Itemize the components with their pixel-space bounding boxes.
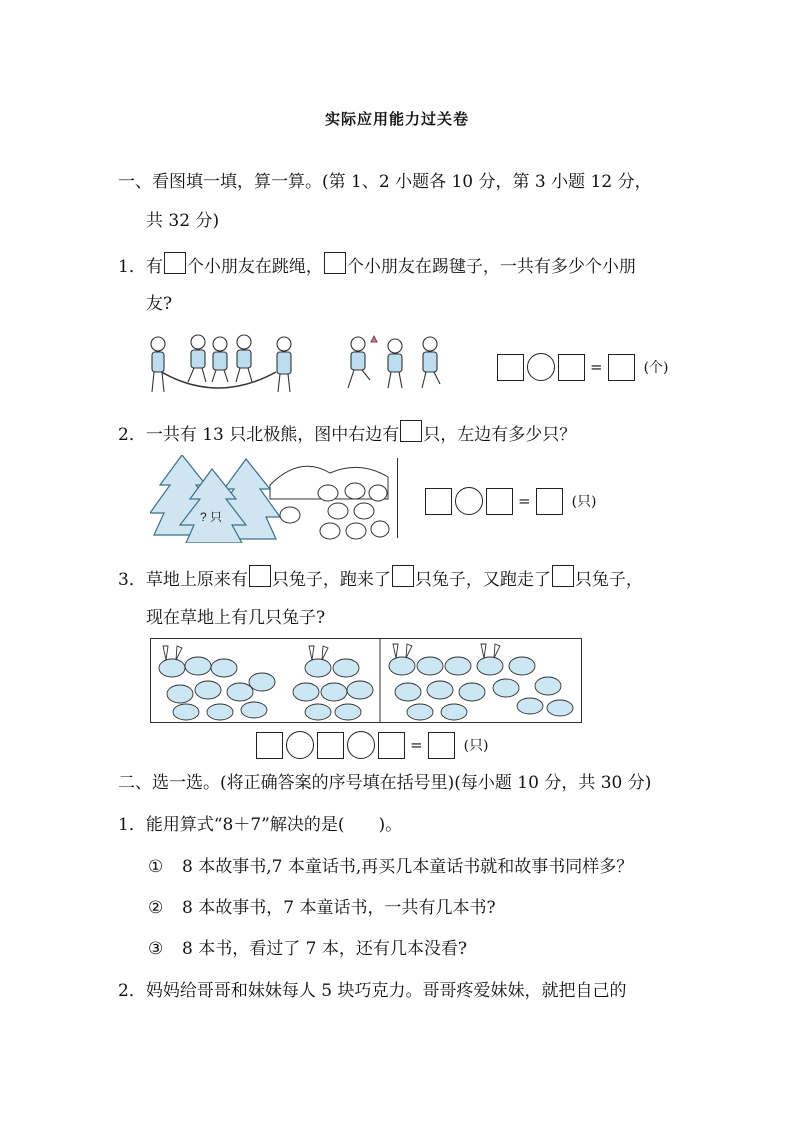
equation-2 — [425, 487, 597, 515]
polar-bears-illustration — [150, 455, 400, 543]
unit-label: (个) — [643, 360, 669, 376]
number-box[interactable] — [378, 732, 405, 759]
question-text: 个小朋友在踢毽子，一共有多少个小朋 — [346, 257, 636, 277]
operator-circle[interactable] — [455, 487, 483, 515]
question-text: 妈妈给哥哥和妹妹每人 5 块巧克力。哥哥疼爱妹妹，就把自己的 — [145, 981, 627, 1001]
question-number: 1． — [118, 815, 146, 835]
question-3-cont: 现在草地上有几只兔子? — [146, 608, 326, 628]
equation-3 — [256, 731, 489, 759]
option-mark: ② — [148, 898, 164, 918]
question-number: 1． — [118, 257, 146, 277]
hidden-count-label: ? 只 — [200, 510, 223, 524]
answer-box[interactable] — [164, 252, 186, 274]
shuttlecock-kids-illustration — [340, 332, 450, 394]
question-text: 有 — [145, 257, 163, 277]
question-text: 个小朋友在跳绳， — [186, 257, 323, 277]
option-3[interactable] — [148, 937, 467, 961]
question-text: 只兔子， — [574, 570, 643, 590]
operator-circle[interactable] — [347, 731, 375, 759]
jump-rope-kids-illustration — [146, 330, 316, 398]
result-box[interactable] — [608, 354, 635, 381]
question-text: 能用算式“8＋7”解决的是( )。 — [145, 815, 403, 835]
question-number: 2． — [118, 981, 146, 1001]
question-text: 只兔子，又跑走了 — [414, 570, 551, 590]
option-mark: ③ — [148, 939, 164, 959]
page-title: 实际应用能力过关卷 — [324, 110, 469, 128]
question-text: 只兔子，跑来了 — [271, 570, 391, 590]
question-1-cont: 友? — [146, 294, 173, 314]
number-box[interactable] — [317, 732, 344, 759]
equation-1 — [497, 353, 669, 381]
question-text: 一共有 13 只北极熊，图中右边有 — [145, 425, 400, 445]
question-2 — [118, 420, 576, 447]
question-text: 只，左边有多少只？ — [423, 425, 577, 445]
result-box[interactable] — [428, 732, 455, 759]
operator-circle[interactable] — [286, 731, 314, 759]
option-text: 8 本故事书,7 本童话书,再买几本童话书就和故事书同样多？ — [182, 857, 634, 877]
question-text: 草地上原来有 — [145, 570, 248, 590]
result-box[interactable] — [536, 488, 563, 515]
question-3 — [118, 565, 643, 592]
operator-circle[interactable] — [527, 353, 555, 381]
number-box[interactable] — [425, 488, 452, 515]
option-1[interactable] — [148, 855, 633, 879]
number-box[interactable] — [558, 354, 585, 381]
number-box[interactable] — [497, 354, 524, 381]
question-1 — [118, 252, 636, 279]
number-box[interactable] — [486, 488, 513, 515]
equals-sign: = — [410, 736, 423, 754]
section2-question-1 — [118, 813, 402, 837]
unit-label: (只) — [463, 738, 489, 754]
section2-question-2 — [118, 979, 626, 1003]
question-number: 2． — [118, 425, 146, 445]
option-text: 8 本故事书，7 本童话书，一共有几本书? — [182, 898, 496, 918]
answer-box[interactable] — [400, 420, 422, 442]
section1-heading: 一、看图填一填，算一算。(第 1、2 小题各 10 分，第 3 小题 12 分， — [118, 172, 652, 192]
section2-heading: 二、选一选。(将正确答案的序号填在括号里)(每小题 10 分，共 30 分) — [118, 773, 652, 793]
rabbits-illustration — [150, 638, 582, 724]
answer-box[interactable] — [392, 565, 414, 587]
unit-label: (只) — [571, 494, 597, 510]
equals-sign: = — [590, 358, 603, 376]
option-2[interactable] — [148, 896, 496, 920]
divider-line — [397, 458, 398, 538]
option-mark: ① — [148, 857, 164, 877]
answer-box[interactable] — [552, 565, 574, 587]
equals-sign: = — [518, 492, 531, 510]
section1-heading-cont: 共 32 分) — [146, 211, 220, 231]
answer-box[interactable] — [249, 565, 271, 587]
answer-box[interactable] — [324, 252, 346, 274]
option-text: 8 本书，看过了 7 本，还有几本没看? — [182, 939, 467, 959]
number-box[interactable] — [256, 732, 283, 759]
question-number: 3． — [118, 570, 146, 590]
